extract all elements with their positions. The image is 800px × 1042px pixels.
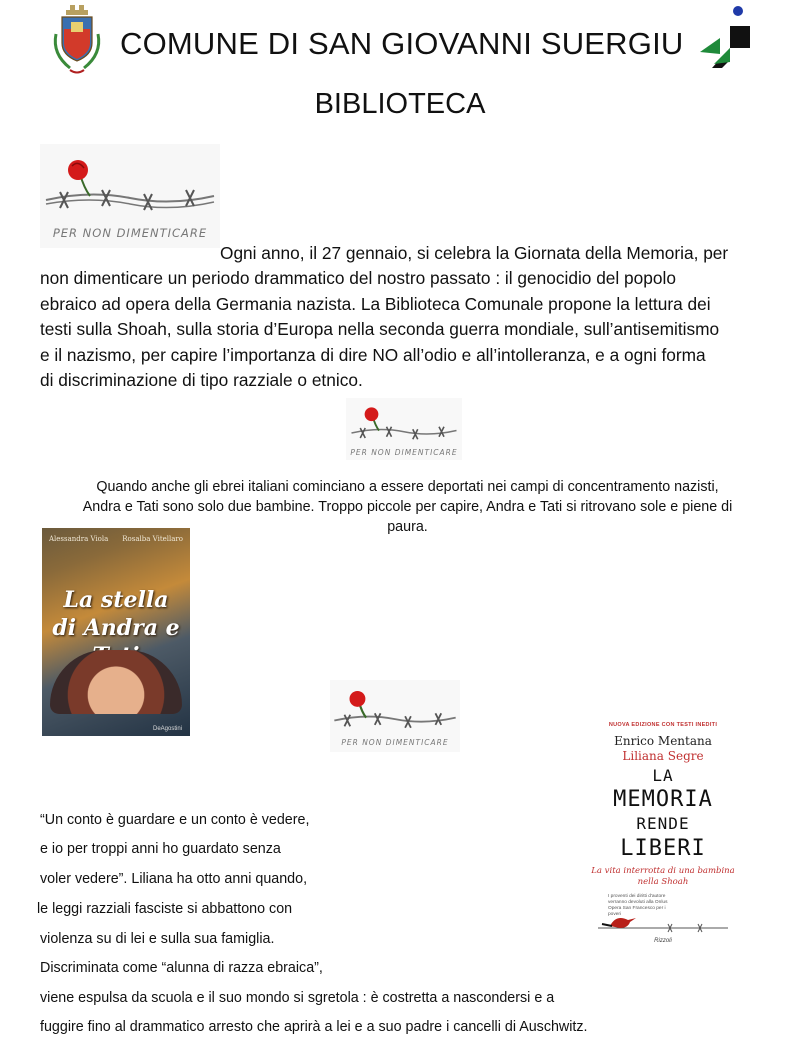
book-title-line: RENDE [636, 814, 690, 833]
quote-line: fuggire fino al drammatico arresto che aprirà a lei e a suo padre i cancelli di Auschwitz. [40, 1019, 588, 1035]
book-title: La stella di Andra e [52, 587, 180, 641]
memorial-badge-small [346, 398, 462, 460]
book-publisher: DeAgostini [152, 726, 182, 732]
quote-line: viene espulsa da scuola e il suo mondo si sgretola : è costretta a nascondersi e a [40, 990, 555, 1006]
paragraph-line: non dimenticare un periodo drammatico del nostro passato : il genocidio del popolo [40, 268, 676, 288]
intro-line: Quando anche gli ebrei italiani cominciano a essere deportati nei campi di concentramento nazisti, [96, 479, 719, 495]
book-title-line: LIBERI [620, 836, 706, 861]
intro-line: Andra e Tati sono solo due bambine. Troppo piccole per capire, Andra e Tati si ritrovano sole e piene di [82, 499, 733, 515]
book-author: Rosalba Vitellaro [122, 535, 183, 543]
quote-line: “Un conto è guardare e un conto è vedere, [40, 812, 310, 828]
memory-day-paragraph [40, 266, 775, 394]
book-title-line: MEMORIA [613, 787, 713, 812]
memorial-badge [40, 144, 220, 248]
book-publisher: Rizzoli [654, 938, 672, 944]
page-subtitle: BIBLIOTECA [314, 88, 486, 120]
book-note: I proventi dei diritti d'autore verranno devoluti alla Onlus Opera San Francesco per i poveri [608, 894, 668, 917]
page-title: COMUNE DI SAN GIOVANNI SUERGIU [120, 26, 684, 61]
edition-tag: NUOVA EDIZIONE CON TESTI INEDITI [608, 722, 718, 728]
paragraph-line: testi sulla Shoah, sulla storia d’Europa nella seconda guerra mondiale, sull’antisemitismo [40, 319, 720, 339]
municipal-crest [50, 4, 104, 80]
badge-caption: PER NON DIMENTICARE [52, 226, 208, 240]
quote-line: le leggi razziali fasciste si abbattono con [37, 901, 293, 917]
quote-line: Discriminata come “alunna di razza ebraica”, [40, 960, 323, 976]
quote-line: violenza su di lei e sulla sua famiglia. [40, 931, 275, 947]
intro-line: paura. [387, 519, 428, 535]
quote-line: voler vedere”. Liliana ha otto anni quando, [40, 871, 308, 887]
paragraph-line: ebraico ad opera della Germania nazista. La Biblioteca Comunale propone la lettura dei [40, 293, 711, 314]
book-cover-la-stella [42, 528, 190, 736]
badge-caption: PER NON DIMENTICARE [350, 448, 458, 457]
book-author: Liliana Segre [622, 749, 704, 763]
rose-barbed-wire-icon [346, 398, 462, 448]
bird-on-wire-icon [598, 910, 728, 934]
book-title-line: LA [652, 766, 674, 785]
paragraph-first-line: Ogni anno, il 27 gennaio, si celebra la Giornata della Memoria, per [220, 243, 729, 263]
paragraph-line: e il nazismo, per capire l’importanza di dire NO all’odio e all’intolleranza, e a ogni forma [40, 344, 706, 365]
book-subtitle: La vita interrotta di una bambina nella Shoah [591, 866, 735, 887]
rose-barbed-wire-icon [40, 144, 220, 224]
book-author: Alessandra Viola [48, 535, 109, 543]
library-logo [694, 4, 756, 78]
quote-line: e io per troppi anni ho guardato senza [40, 841, 281, 857]
book-cover-la-memoria [588, 716, 738, 948]
rose-barbed-wire-icon [330, 680, 460, 738]
paragraph-line: di discriminazione di tipo razziale o etnico. [40, 370, 363, 390]
book-author: Enrico Mentana [614, 734, 712, 748]
badge-caption: PER NON DIMENTICARE [341, 738, 449, 747]
memorial-badge-small [330, 680, 460, 752]
